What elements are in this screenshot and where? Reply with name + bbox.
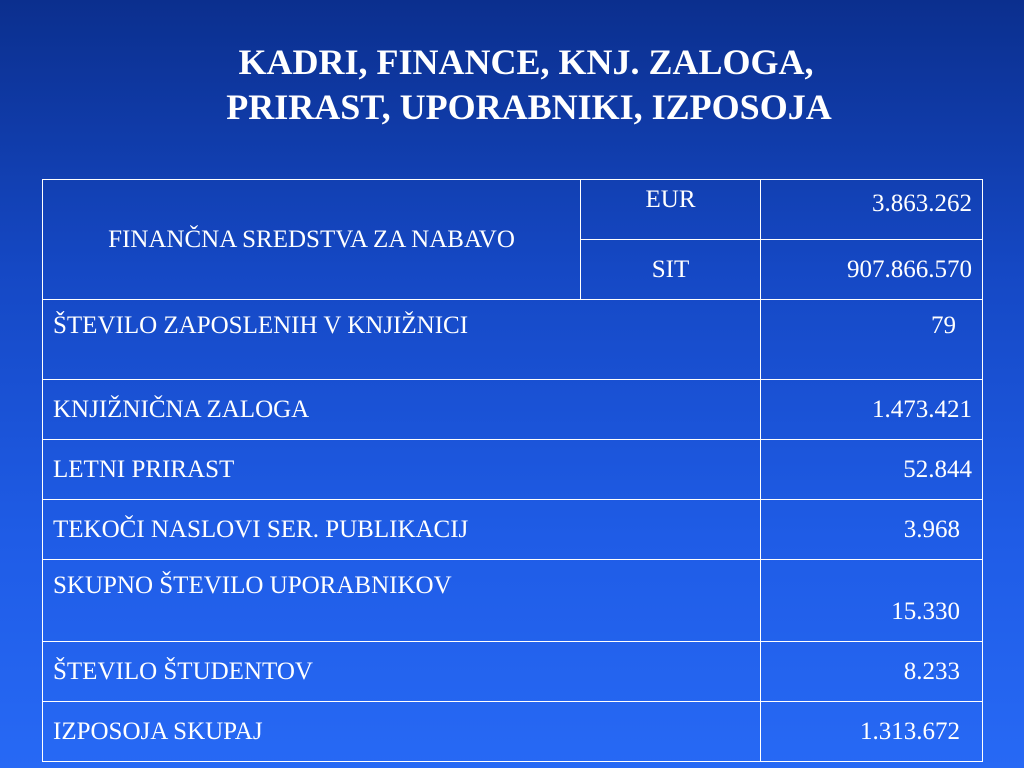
table-row <box>43 180 983 240</box>
slide-title-line-1: KADRI, FINANCE, KNJ. ZALOGA, <box>238 42 814 82</box>
table-row <box>43 300 983 380</box>
row-value-staff: 79 <box>761 300 983 380</box>
currency-sit-cell: SIT <box>581 240 761 300</box>
slide-title <box>0 40 1024 130</box>
row-value-loans: 1.313.672 <box>761 702 983 762</box>
table-row <box>43 642 983 702</box>
row-value-annual-growth: 52.844 <box>761 440 983 500</box>
finance-eur-value: 3.863.262 <box>761 180 983 240</box>
currency-eur-cell: EUR <box>581 180 761 240</box>
row-label-serials: TEKOČI NASLOVI SER. PUBLIKACIJ <box>43 500 761 560</box>
table-row <box>43 500 983 560</box>
table-row <box>43 440 983 500</box>
row-value-collection: 1.473.421 <box>761 380 983 440</box>
slide-title-line-2: PRIRAST, UPORABNIKI, IZPOSOJA <box>226 87 832 127</box>
row-label-users: SKUPNO ŠTEVILO UPORABNIKOV <box>43 560 761 642</box>
row-value-users: 15.330 <box>761 560 983 642</box>
statistics-table <box>42 179 983 762</box>
row-label-loans: IZPOSOJA SKUPAJ <box>43 702 761 762</box>
row-label-students: ŠTEVILO ŠTUDENTOV <box>43 642 761 702</box>
row-value-serials: 3.968 <box>761 500 983 560</box>
row-label-staff: ŠTEVILO ZAPOSLENIH V KNJIŽNICI <box>43 300 761 380</box>
table-row <box>43 380 983 440</box>
row-label-annual-growth: LETNI PRIRAST <box>43 440 761 500</box>
row-value-students: 8.233 <box>761 642 983 702</box>
finance-sit-value: 907.866.570 <box>761 240 983 300</box>
row-label-collection: KNJIŽNIČNA ZALOGA <box>43 380 761 440</box>
table-row <box>43 560 983 642</box>
table-row <box>43 702 983 762</box>
finance-label-cell: FINANČNA SREDSTVA ZA NABAVO <box>43 180 581 300</box>
